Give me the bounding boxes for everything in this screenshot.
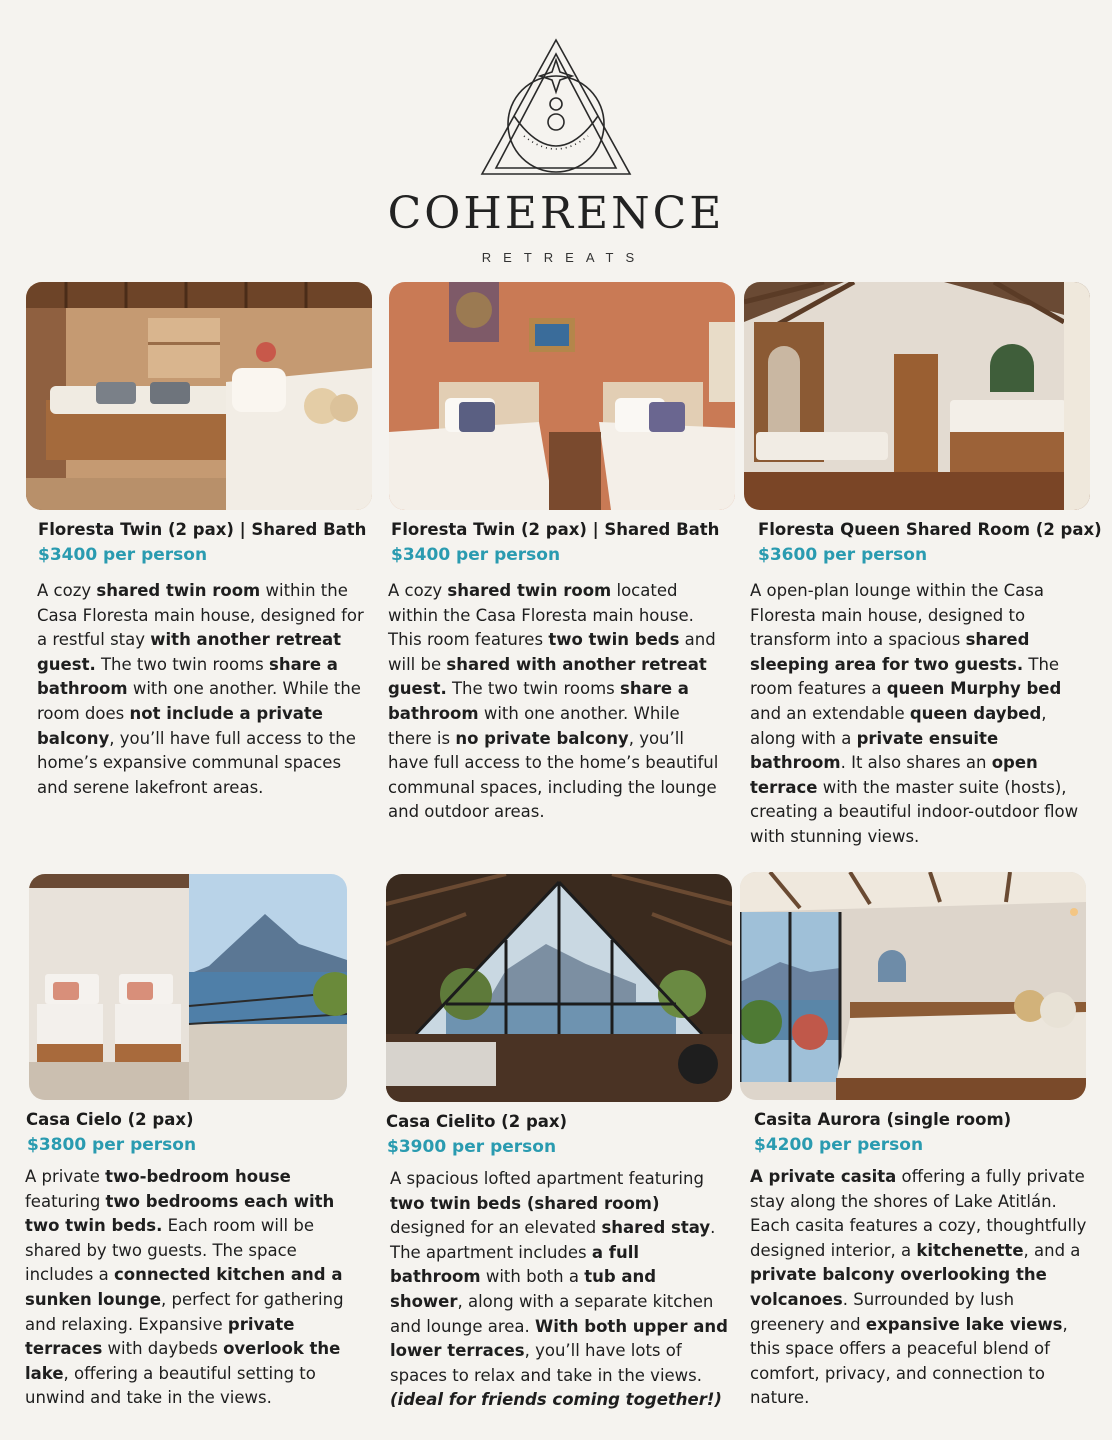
open-plan-lounge-beds-photo — [744, 282, 1090, 510]
emphasis-text: overlook the lake — [25, 1339, 341, 1383]
twin-room-with-daybeds-photo — [26, 282, 372, 510]
emphasis-text: share a bathroom — [37, 654, 338, 699]
room-card — [386, 874, 732, 1413]
emphasis-text: queen daybed — [909, 703, 1042, 723]
room-photo — [389, 282, 735, 510]
room-title: Floresta Twin (2 pax) | Shared Bath — [38, 520, 367, 539]
room-description: A private casita offering a fully private stay along the shores of Lake Atitlán. Each casita features a cozy, thoughtfully designed interior, a kitchenette, and a private balcony overlooking the volcanoes. Surrounded by lush greenery and expansive lake views, this space offers a peaceful blend of comfort, privacy, and connection to nature. — [750, 1167, 1087, 1408]
emphasis-text: two twin beds (shared room) — [390, 1193, 660, 1213]
lofted-a-frame-lake-view-photo — [386, 874, 732, 1102]
room-title: Floresta Queen Shared Room (2 pax) — [758, 520, 1102, 539]
room-card — [744, 282, 1102, 850]
brand-name: COHERENCE — [387, 188, 725, 239]
emphasis-text: two-bedroom house — [105, 1167, 291, 1186]
twin-beds-and-volcano-lake-photo — [29, 874, 347, 1100]
emphasis-text: share a bathroom — [388, 679, 689, 723]
room-description: A spacious lofted apartment featuring two twin beds (shared room) designed for an elevated shared stay. The apartment includes a full bathroom with both a tub and shower, along with a separate kitchen and lounge area. With both upper and lower terraces, you’ll have lots of spaces to relax and take in the views. (ideal for friends coming together!) — [390, 1169, 728, 1410]
room-photo — [740, 872, 1086, 1100]
emphasis-text: With both upper and lower terraces — [390, 1316, 728, 1361]
emphasis-text: shared twin room — [447, 581, 612, 600]
emphasis-text: two bedrooms each with two twin beds. — [25, 1191, 335, 1236]
room-price: $3900 per person — [387, 1137, 557, 1157]
room-photo — [744, 282, 1090, 510]
room-title: Casita Aurora (single room) — [754, 1110, 1012, 1129]
emphasis-text: queen Murphy bed — [886, 679, 1062, 699]
emphasis-text: open terrace — [750, 753, 1038, 797]
emphasis-text: tub and shower — [390, 1267, 657, 1311]
brand-subtitle: RETREATS — [481, 250, 647, 265]
emphasis-text: expansive lake views — [865, 1314, 1063, 1334]
emphasis-text: A private casita — [750, 1167, 897, 1186]
room-description: A private two-bedroom house featuring two bedrooms each with two twin beds. Each room will be shared by two guests. The space includes a connected kitchen and a sunken lounge, perfect for gathering and relaxing. Expansive private terraces with daybeds overlook the lake, offering a beautiful setting to unwind and take in the views. — [25, 1167, 344, 1408]
emphasis-text: two twin beds — [548, 630, 680, 650]
coherence-logo-icon — [476, 36, 636, 178]
room-photo — [26, 282, 372, 510]
room-description: A cozy shared twin room located within the Casa Floresta main house. This room features two twin beds and will be shared with another retreat guest. The two twin rooms share a bathroom with one another. While there is no private balcony, you’ll have full access to the home’s beautiful communal spaces, including the lounge and outdoor areas. — [388, 581, 719, 822]
emphasis-text: kitchenette — [916, 1240, 1024, 1260]
room-price: $3400 per person — [391, 545, 561, 565]
room-price: $3600 per person — [758, 545, 928, 565]
emphasis-text: private terraces — [25, 1314, 295, 1359]
room-card — [26, 874, 372, 1411]
emphasis-text: not include a private balcony — [37, 703, 323, 748]
room-description: A cozy shared twin room within the Casa Floresta main house, designed for a restful stay with another retreat guest. The two twin rooms share a bathroom with one another. While the room does not include a private balcony, you’ll have full access to the home’s expansive communal spaces and serene lakefront areas. — [37, 581, 364, 797]
emphasis-text: shared with another retreat guest. — [388, 654, 707, 699]
emphasis-text: shared twin room — [96, 581, 261, 600]
room-photo — [386, 874, 732, 1102]
room-price: $3800 per person — [27, 1135, 197, 1155]
emphasis-text: a full bathroom — [390, 1242, 640, 1287]
room-card — [740, 872, 1086, 1411]
emphasis-text: no private balcony — [455, 728, 629, 748]
emphasis-text: private balcony overlooking the volcanoes — [750, 1265, 1047, 1309]
room-card — [389, 282, 735, 825]
emphasis-text: with another retreat guest. — [37, 630, 342, 674]
emphasis-text: connected kitchen and a sunken lounge — [25, 1265, 343, 1309]
twin-beds-terracotta-wall-photo — [389, 282, 735, 510]
room-title: Casa Cielo (2 pax) — [26, 1110, 194, 1129]
room-title: Casa Cielito (2 pax) — [386, 1112, 568, 1131]
room-title: Floresta Twin (2 pax) | Shared Bath — [391, 520, 720, 539]
room-price: $3400 per person — [38, 545, 208, 565]
casita-bed-lake-view-photo — [740, 872, 1086, 1100]
room-price: $4200 per person — [754, 1135, 924, 1155]
room-card — [26, 282, 372, 800]
emphasis-text: shared sleeping area for two guests. — [750, 630, 1030, 674]
room-description: A open-plan lounge within the Casa Floresta main house, designed to transform into a spacious shared sleeping area for two guests. The room features a queen Murphy bed and an extendable queen daybed, along with a private ensuite bathroom. It also shares an open terrace with the master suite (hosts), creating a beautiful indoor-outdoor flow with stunning views. — [750, 581, 1079, 846]
emphasis-text: (ideal for friends coming together!) — [390, 1390, 722, 1410]
header — [0, 0, 1112, 280]
room-photo — [29, 874, 347, 1100]
emphasis-text: shared stay — [601, 1218, 711, 1238]
emphasis-text: private ensuite bathroom — [750, 728, 999, 773]
